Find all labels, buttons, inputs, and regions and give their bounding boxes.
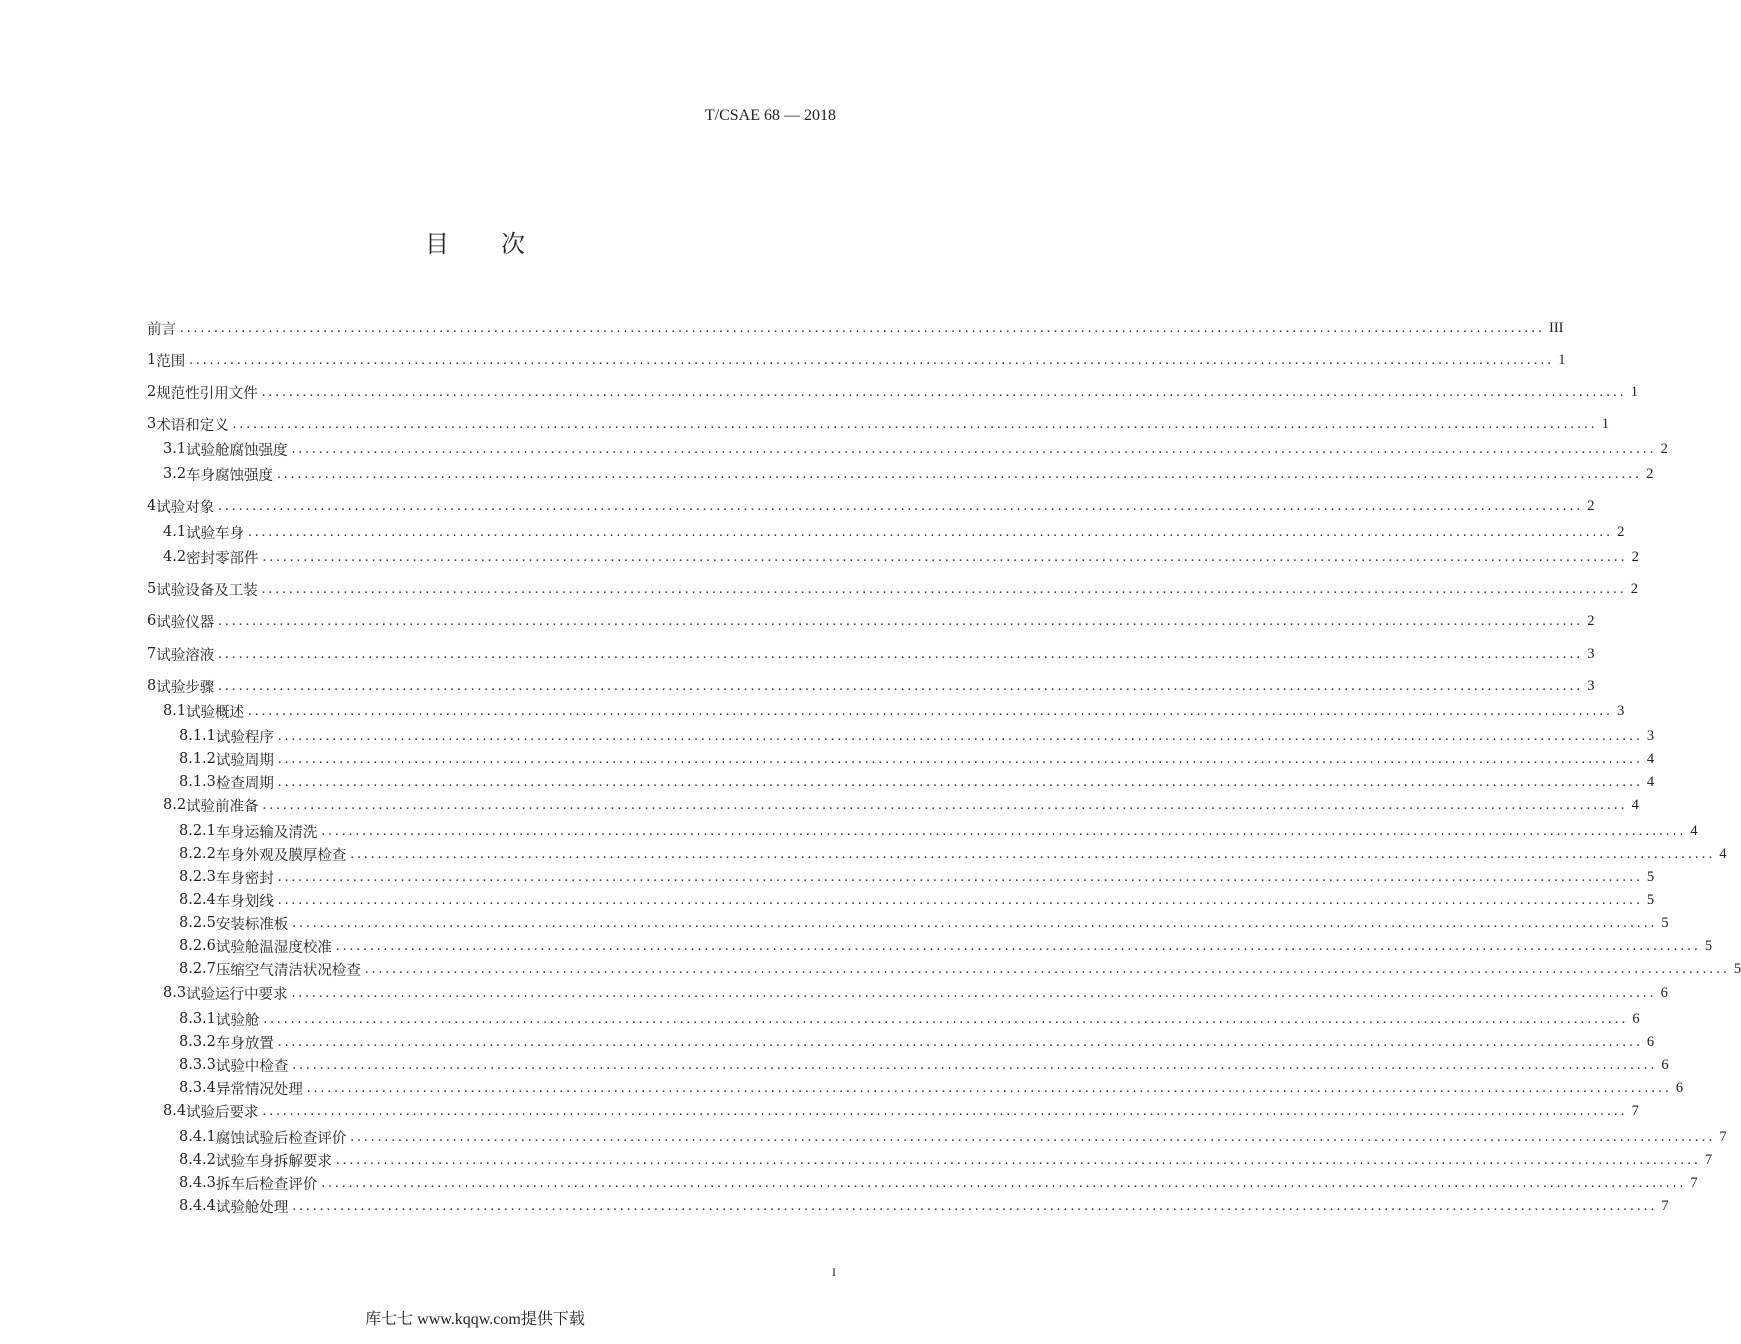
toc-entry-page: 1 xyxy=(1558,351,1566,368)
toc-leader-dots: ........................................................................................................................................................................................................ xyxy=(261,580,1627,597)
toc-entry-number: 8.4.4 xyxy=(179,1198,216,1214)
toc-entry-number: 8.3.3 xyxy=(179,1057,216,1073)
toc-entry-number: 8.3.1 xyxy=(179,1011,216,1027)
toc-entry-number: 8.2.4 xyxy=(179,892,216,908)
toc-entry[interactable] xyxy=(147,936,1713,956)
toc-entry-title: 试验溶液 xyxy=(156,647,215,664)
toc-leader-dots: ........................................................................................................................................................................................................ xyxy=(306,1079,1672,1096)
toc-entry[interactable] xyxy=(147,1032,1655,1052)
toc-entry-title: 前言 xyxy=(147,321,176,338)
toc-leader-dots: ........................................................................................................................................................................................................ xyxy=(218,645,1584,662)
toc-leader-dots: ........................................................................................................................................................................................................ xyxy=(248,702,1614,719)
toc-leader-dots: ........................................................................................................................................................................................................ xyxy=(232,415,1598,432)
toc-entry-page: 3 xyxy=(1587,677,1595,694)
toc-entry-title: 试验仪器 xyxy=(156,614,215,631)
toc-entry-number: 8.1 xyxy=(163,703,187,719)
toc-entry-title: 车身腐蚀强度 xyxy=(186,467,274,484)
toc-entry[interactable] xyxy=(147,867,1655,887)
toc-entry[interactable] xyxy=(147,676,1595,696)
toc-entry-title: 试验前准备 xyxy=(186,798,259,815)
toc-entry-title: 试验舱 xyxy=(215,1012,260,1029)
toc-entry[interactable] xyxy=(147,772,1655,792)
toc-leader-dots: ........................................................................................................................................................................................................ xyxy=(335,937,1701,954)
toc-entry-page: 5 xyxy=(1733,960,1741,977)
toc-entry-title: 车身运输及清洗 xyxy=(215,824,318,841)
toc-entry-number: 8.4.1 xyxy=(179,1129,216,1145)
toc-entry[interactable] xyxy=(147,726,1655,746)
toc-entry-page: 1 xyxy=(1630,383,1638,400)
toc-entry[interactable] xyxy=(147,890,1655,910)
toc-entry-title: 规范性引用文件 xyxy=(156,385,258,402)
toc-leader-dots: ........................................................................................................................................................................................................ xyxy=(180,319,1545,336)
toc-entry-page: 4 xyxy=(1719,845,1727,862)
toc-entry[interactable] xyxy=(147,844,1727,864)
toc-leader-dots: ........................................................................................................................................................................................................ xyxy=(277,1033,1643,1050)
title-char: 目 xyxy=(425,230,449,258)
toc-entry-number: 6 xyxy=(147,613,157,629)
toc-entry[interactable] xyxy=(147,983,1668,1003)
toc-entry-title: 试验对象 xyxy=(156,499,215,516)
toc-entry-title: 试验步骤 xyxy=(156,679,215,696)
toc-entry-number: 8.2.2 xyxy=(179,846,216,862)
toc-entry-page: 2 xyxy=(1587,612,1595,629)
toc-entry-number: 8.4 xyxy=(163,1103,187,1119)
toc-entry-page: 1 xyxy=(1601,415,1609,432)
toc-entry-page: 6 xyxy=(1632,1010,1640,1027)
toc-entry-title: 试验车身拆解要求 xyxy=(215,1153,332,1170)
toc-entry-title: 试验舱腐蚀强度 xyxy=(186,442,288,459)
toc-leader-dots: ........................................................................................................................................................................................................ xyxy=(262,548,1628,565)
toc-entry-title: 术语和定义 xyxy=(156,417,229,434)
toc-entry-title: 试验周期 xyxy=(215,752,274,769)
toc-entry-title: 安装标准板 xyxy=(215,916,289,933)
toc-leader-dots: ........................................................................................................................................................................................................ xyxy=(248,523,1614,540)
title-char: 次 xyxy=(501,230,525,258)
toc-entry-title: 车身放置 xyxy=(215,1035,274,1052)
toc-entry-page: 2 xyxy=(1630,580,1638,597)
toc-leader-dots: ........................................................................................................................................................................................................ xyxy=(321,1174,1687,1191)
toc-leader-dots: ........................................................................................................................................................................................................ xyxy=(262,1102,1628,1119)
toc-entry-title: 异常情况处理 xyxy=(215,1081,303,1098)
toc-entry-page: 2 xyxy=(1617,523,1625,540)
toc-entry-number: 8.2.6 xyxy=(179,938,216,954)
toc-entry[interactable] xyxy=(147,522,1625,542)
toc-entry-number: 3 xyxy=(147,416,157,432)
toc-entry[interactable] xyxy=(147,1078,1684,1098)
toc-entry-number: 8.2.1 xyxy=(179,823,216,839)
toc-entry-page: III xyxy=(1549,319,1564,336)
toc-entry[interactable] xyxy=(147,547,1639,567)
toc-entry-page: 7 xyxy=(1690,1174,1698,1191)
toc-leader-dots: ........................................................................................................................................................................................................ xyxy=(321,822,1687,839)
toc-entry-title: 车身外观及膜厚检查 xyxy=(215,847,347,864)
toc-entry-title: 密封零部件 xyxy=(186,550,259,567)
toc-entry-number: 8.4.3 xyxy=(179,1175,216,1191)
toc-leader-dots: ........................................................................................................................................................................................................ xyxy=(218,497,1584,514)
toc-entry[interactable] xyxy=(147,913,1669,933)
toc-leader-dots: ........................................................................................................................................................................................................ xyxy=(335,1151,1701,1168)
toc-entry[interactable] xyxy=(147,795,1639,815)
toc-leader-dots: ........................................................................................................................................................................................................ xyxy=(262,796,1628,813)
footer-watermark: 库七七 www.kqqw.com提供下载 xyxy=(365,1311,585,1328)
toc-entry-number: 8 xyxy=(147,678,157,694)
toc-entry-number: 3.1 xyxy=(163,441,187,457)
toc-leader-dots: ........................................................................................................................................................................................................ xyxy=(218,677,1584,694)
toc-leader-dots: ........................................................................................................................................................................................................ xyxy=(291,440,1657,457)
toc-entry[interactable] xyxy=(147,749,1655,769)
toc-entry[interactable] xyxy=(147,1009,1640,1029)
toc-entry-title: 检查周期 xyxy=(215,775,274,792)
toc-leader-dots: ........................................................................................................................................................................................................ xyxy=(277,750,1643,767)
toc-entry-number: 2 xyxy=(147,384,157,400)
toc-leader-dots: ........................................................................................................................................................................................................ xyxy=(189,351,1555,368)
toc-entry-title: 试验概述 xyxy=(186,704,245,721)
toc-entry-number: 4 xyxy=(147,498,157,514)
toc-leader-dots: ........................................................................................................................................................................................................ xyxy=(277,891,1643,908)
standard-number: T/CSAE 68 — 2018 xyxy=(704,107,836,124)
toc-entry-page: 2 xyxy=(1631,548,1639,565)
toc-entry-title: 试验运行中要求 xyxy=(186,986,288,1003)
toc-entry[interactable] xyxy=(147,1173,1698,1193)
toc-entry[interactable] xyxy=(147,1127,1727,1147)
toc-entry[interactable] xyxy=(147,644,1595,664)
toc-leader-dots: ........................................................................................................................................................................................................ xyxy=(263,1010,1629,1027)
toc-leader-dots: ........................................................................................................................................................................................................ xyxy=(291,984,1657,1001)
toc-entry-number: 1 xyxy=(147,352,157,368)
toc-entry-title: 腐蚀试验后检查评价 xyxy=(215,1130,347,1147)
toc-entry-page: 5 xyxy=(1704,937,1713,954)
toc-entry-page: 2 xyxy=(1660,440,1668,457)
toc-leader-dots: ........................................................................................................................................................................................................ xyxy=(261,383,1627,400)
toc-entry[interactable] xyxy=(147,1150,1713,1170)
toc-entry-page: 2 xyxy=(1587,497,1595,514)
toc-entry-page: 4 xyxy=(1690,822,1698,839)
toc-entry-title: 试验设备及工装 xyxy=(156,582,258,599)
toc-entry[interactable] xyxy=(147,350,1566,370)
toc-entry-number: 4.2 xyxy=(163,549,187,565)
toc-entry[interactable] xyxy=(147,701,1625,721)
toc-entry-page: 6 xyxy=(1675,1079,1684,1096)
toc-entry-page: 4 xyxy=(1646,750,1655,767)
toc-entry-page: 7 xyxy=(1719,1128,1727,1145)
toc-entry-page: 4 xyxy=(1631,796,1639,813)
toc-entry-page: 3 xyxy=(1587,645,1595,662)
toc-entry-number: 8.4.2 xyxy=(179,1152,216,1168)
toc-entry[interactable] xyxy=(147,611,1595,631)
toc-entry-number: 8.2.3 xyxy=(179,869,216,885)
toc-entry-page: 5 xyxy=(1646,891,1655,908)
toc-leader-dots: ........................................................................................................................................................................................................ xyxy=(292,1197,1658,1214)
toc-leader-dots: ........................................................................................................................................................................................................ xyxy=(350,1128,1716,1145)
toc-entry-page: 7 xyxy=(1631,1102,1639,1119)
toc-entry-page: 7 xyxy=(1704,1151,1713,1168)
toc-entry-number: 3.2 xyxy=(163,466,187,482)
toc-entry-page: 2 xyxy=(1646,465,1654,482)
toc-entry[interactable] xyxy=(147,579,1638,599)
toc-leader-dots: ........................................................................................................................................................................................................ xyxy=(292,1056,1658,1073)
toc-entry[interactable] xyxy=(147,439,1668,459)
toc-leader-dots: ........................................................................................................................................................................................................ xyxy=(277,465,1643,482)
toc-entry-page: 6 xyxy=(1660,984,1668,1001)
toc-entry-title: 试验舱温湿度校准 xyxy=(215,939,332,956)
toc-leader-dots: ........................................................................................................................................................................................................ xyxy=(292,914,1658,931)
toc-entry-title: 压缩空气清洁状况检查 xyxy=(215,962,361,979)
toc-entry[interactable] xyxy=(147,1055,1669,1075)
toc-entry-page: 4 xyxy=(1646,773,1655,790)
toc-leader-dots: ........................................................................................................................................................................................................ xyxy=(218,612,1584,629)
toc-entry-title: 试验舱处理 xyxy=(215,1199,289,1216)
toc-leader-dots: ........................................................................................................................................................................................................ xyxy=(277,773,1643,790)
toc-entry-number: 5 xyxy=(147,581,157,597)
toc-entry-number: 8.1.2 xyxy=(179,751,216,767)
toc-entry[interactable] xyxy=(147,318,1564,338)
toc-entry-title: 车身划线 xyxy=(215,893,274,910)
toc-entry[interactable] xyxy=(147,1196,1669,1216)
toc-entry-page: 6 xyxy=(1661,1056,1669,1073)
toc-entry-page: 3 xyxy=(1617,702,1625,719)
toc-entry-title: 车身密封 xyxy=(215,870,274,887)
toc-entry-number: 8.3.4 xyxy=(179,1080,216,1096)
toc-entry-page: 5 xyxy=(1646,868,1655,885)
page-number: I xyxy=(832,1265,836,1279)
toc-entry-title: 试验程序 xyxy=(215,729,274,746)
toc-entry-number: 8.1.3 xyxy=(179,774,216,790)
toc-entry-page: 6 xyxy=(1646,1033,1655,1050)
toc-entry[interactable] xyxy=(147,464,1654,484)
toc-entry-number: 4.1 xyxy=(163,524,187,540)
toc-entry-title: 拆车后检查评价 xyxy=(215,1176,318,1193)
toc-entry[interactable] xyxy=(147,382,1638,402)
toc-entry-number: 8.3 xyxy=(163,985,187,1001)
toc-entry-page: 7 xyxy=(1661,1197,1669,1214)
toc-entry-title: 范围 xyxy=(156,353,186,370)
toc-entry-number: 7 xyxy=(147,646,157,662)
toc-entry-number: 8.2 xyxy=(163,797,187,813)
toc-entry-title: 试验中检查 xyxy=(215,1058,289,1075)
toc-leader-dots: ........................................................................................................................................................................................................ xyxy=(350,845,1716,862)
toc-entry-number: 8.1.1 xyxy=(179,728,216,744)
toc-leader-dots: ........................................................................................................................................................................................................ xyxy=(277,727,1643,744)
toc-leader-dots: ........................................................................................................................................................................................................ xyxy=(364,960,1730,977)
toc-entry-page: 5 xyxy=(1661,914,1669,931)
toc-entry-number: 8.3.2 xyxy=(179,1034,216,1050)
page-title xyxy=(0,224,950,259)
toc-entry-page: 3 xyxy=(1646,727,1655,744)
toc-entry-number: 8.2.7 xyxy=(179,961,216,977)
toc-entry-number: 8.2.5 xyxy=(179,915,216,931)
toc-entry[interactable] xyxy=(147,414,1609,434)
toc-entry[interactable] xyxy=(147,821,1698,841)
toc-entry-title: 试验车身 xyxy=(186,525,245,542)
toc-entry[interactable] xyxy=(147,496,1595,516)
toc-entry[interactable] xyxy=(147,959,1741,979)
toc-entry-title: 试验后要求 xyxy=(186,1104,259,1121)
toc-entry[interactable] xyxy=(147,1101,1639,1121)
toc-leader-dots: ........................................................................................................................................................................................................ xyxy=(277,868,1643,885)
